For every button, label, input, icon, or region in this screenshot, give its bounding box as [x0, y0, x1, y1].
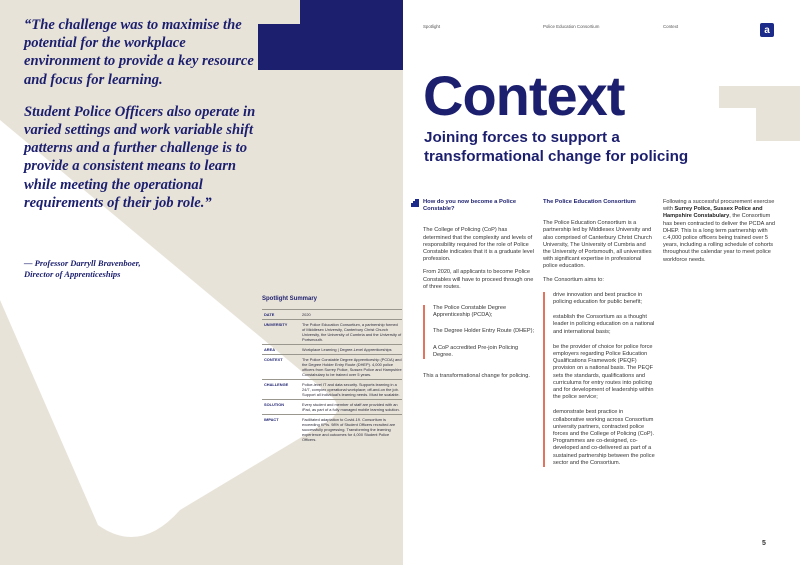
list-item: drive innovation and best practice in policing education for public benefit;: [553, 291, 643, 306]
paragraph: From 2020, all applicants to become Police Constables will have to proceed through one of three routes.: [423, 269, 534, 290]
pull-quote: [24, 16, 264, 212]
right-page: [403, 0, 800, 565]
text-segment: , the Consortium has been contracted to deliver the PCDA and DHEP. This is a long term partnership with c.4,000 police officers being trained over 5 years, including a rolling schedule of cohorts throughout the calendar year to meet police workforce needs.: [663, 213, 775, 263]
attribution-name: — Professor Darryll Bravenboer,: [24, 258, 141, 268]
paragraph: The Consortium aims to:: [543, 276, 604, 283]
summary-key: SOLUTION: [264, 402, 285, 407]
aims-list: [543, 292, 655, 467]
summary-key: DATE: [264, 312, 275, 317]
forces-highlight: Surrey Police, Sussex Police and Hampshire Constabulary: [663, 206, 763, 220]
quote-attribution: [24, 258, 254, 279]
header-section-consortium: Police Education Consortium: [543, 24, 600, 29]
summary-row: [262, 345, 402, 355]
stair-bullet-icon: [411, 199, 419, 207]
summary-title: Spotlight Summary: [262, 296, 318, 302]
summary-key: UNIVERSITY: [264, 322, 288, 327]
summary-row: [262, 380, 402, 400]
summary-value: Every student and member of staff are provided with an iPad, as part of a fully managed mobile learning solution.: [302, 402, 400, 412]
quote-paragraph-1: “The challenge was to maximise the potential for the workplace environment to provide a key resource and focus for learning.: [24, 17, 254, 88]
summary-row: [262, 355, 402, 380]
summary-key: CONTEXT: [264, 357, 283, 362]
routes-list: [423, 305, 535, 359]
summary-key: AREA: [264, 347, 276, 352]
page-number: 5: [762, 540, 766, 547]
summary-value: 2020: [302, 312, 311, 317]
list-item: The Police Constable Degree Apprenticeship (PCDA);: [433, 305, 507, 319]
summary-row: [262, 400, 402, 415]
summary-value: The Police Constable Degree Apprenticeship (PCDA) and the Degree Holder Entry Route (DHEP). 4,000 police officers from Surrey Police, Sussex Police and Hampshire Constabulary to be trained over 5 years.: [302, 357, 402, 377]
beige-corner-decoration: [719, 86, 800, 141]
list-item: A CoP accredited Pre-join Policing Degree.: [433, 344, 519, 358]
page-title: Context: [423, 64, 625, 127]
brand-logo-icon: a: [760, 23, 774, 37]
spotlight-summary: [262, 296, 402, 444]
paragraph: The College of Policing (CoP) has determined that the complexity and levels of responsibility required for the role of Police Constable indicates that it is a graduate level profession.: [423, 227, 535, 263]
summary-row: [262, 320, 402, 345]
summary-row: [262, 310, 402, 320]
header-section-spotlight: Spotlight: [423, 24, 441, 29]
summary-value: Facilitated adaptation to Covid-19. Consortium is exceeding KPIs. 98% of Student Officers recruited are successfully progressing. Transforming the learning experience and outcomes for 4,000 Student Police Officers.: [302, 417, 396, 442]
column-procurement: [663, 199, 777, 264]
quote-paragraph-2: Student Police Officers also operate in varied settings and work variable shift patterns and a further challenge is to provide a consistent means to learn while meeting the operational requirements of their job role.”: [24, 103, 256, 211]
paragraph: The Police Education Consortium is a partnership led by Middlesex University and also comprised of Canterbury Christ Church University, The University of Cumbria and the University of Portsmouth, all universities with significant expertise in professional police education.: [543, 220, 652, 270]
list-item: be the provider of choice for police force employers regarding Police Education Qualifications Framework (PEQF) provision on a national basis. The PEQF sets the standards, qualifications and curriculums for entry routes into policing and for development of leadership within the police service;: [553, 343, 654, 401]
header-section-context: Context: [663, 24, 679, 29]
list-item: The Degree Holder Entry Route (DHEP);: [433, 328, 535, 335]
summary-key: IMPACT: [264, 417, 279, 422]
column-heading: How do you now become a Police Constable?: [423, 199, 517, 213]
text-segment: Following a successful procurement exercise with: [663, 199, 775, 213]
summary-value: Police-level IT and data security. Supports learning in a 24/7, complex operational workplace; off-and-on the job. Support all individual's learning needs. Must be scalable.: [302, 382, 400, 397]
column-consortium: [543, 199, 655, 467]
summary-value: The Police Education Consortium, a partnership formed of Middlesex University, Canterbury Christ Church University, the University of Cumbria and the University of Portsmouth.: [302, 322, 402, 342]
summary-value: Workplace Learning | Degree-Level Apprenticeships: [302, 347, 392, 352]
column-become-constable: [423, 199, 535, 380]
summary-key: CHALLENGE: [264, 382, 289, 387]
paragraph: [663, 199, 777, 264]
attribution-role: Director of Apprenticeships: [24, 268, 121, 279]
list-item: demonstrate best practice in collaborative working across Consortium university partners, contracted police forces and the College of Policing (CoP). Programmes are co-designed, co-developed and co-delivered as part of a sustained partnership between the police sector and the Consortium.: [553, 409, 655, 466]
summary-table: [262, 309, 402, 444]
column-heading: The Police Education Consortium: [543, 199, 636, 205]
page-subtitle: Joining forces to support a transformational change for policing: [424, 129, 689, 165]
stair-decoration: [258, 0, 403, 70]
paragraph: This a transformational change for policing.: [423, 373, 530, 380]
list-item: establish the Consortium as a thought leader in policing education on a national and international basis;: [553, 314, 655, 335]
summary-row: [262, 415, 402, 445]
